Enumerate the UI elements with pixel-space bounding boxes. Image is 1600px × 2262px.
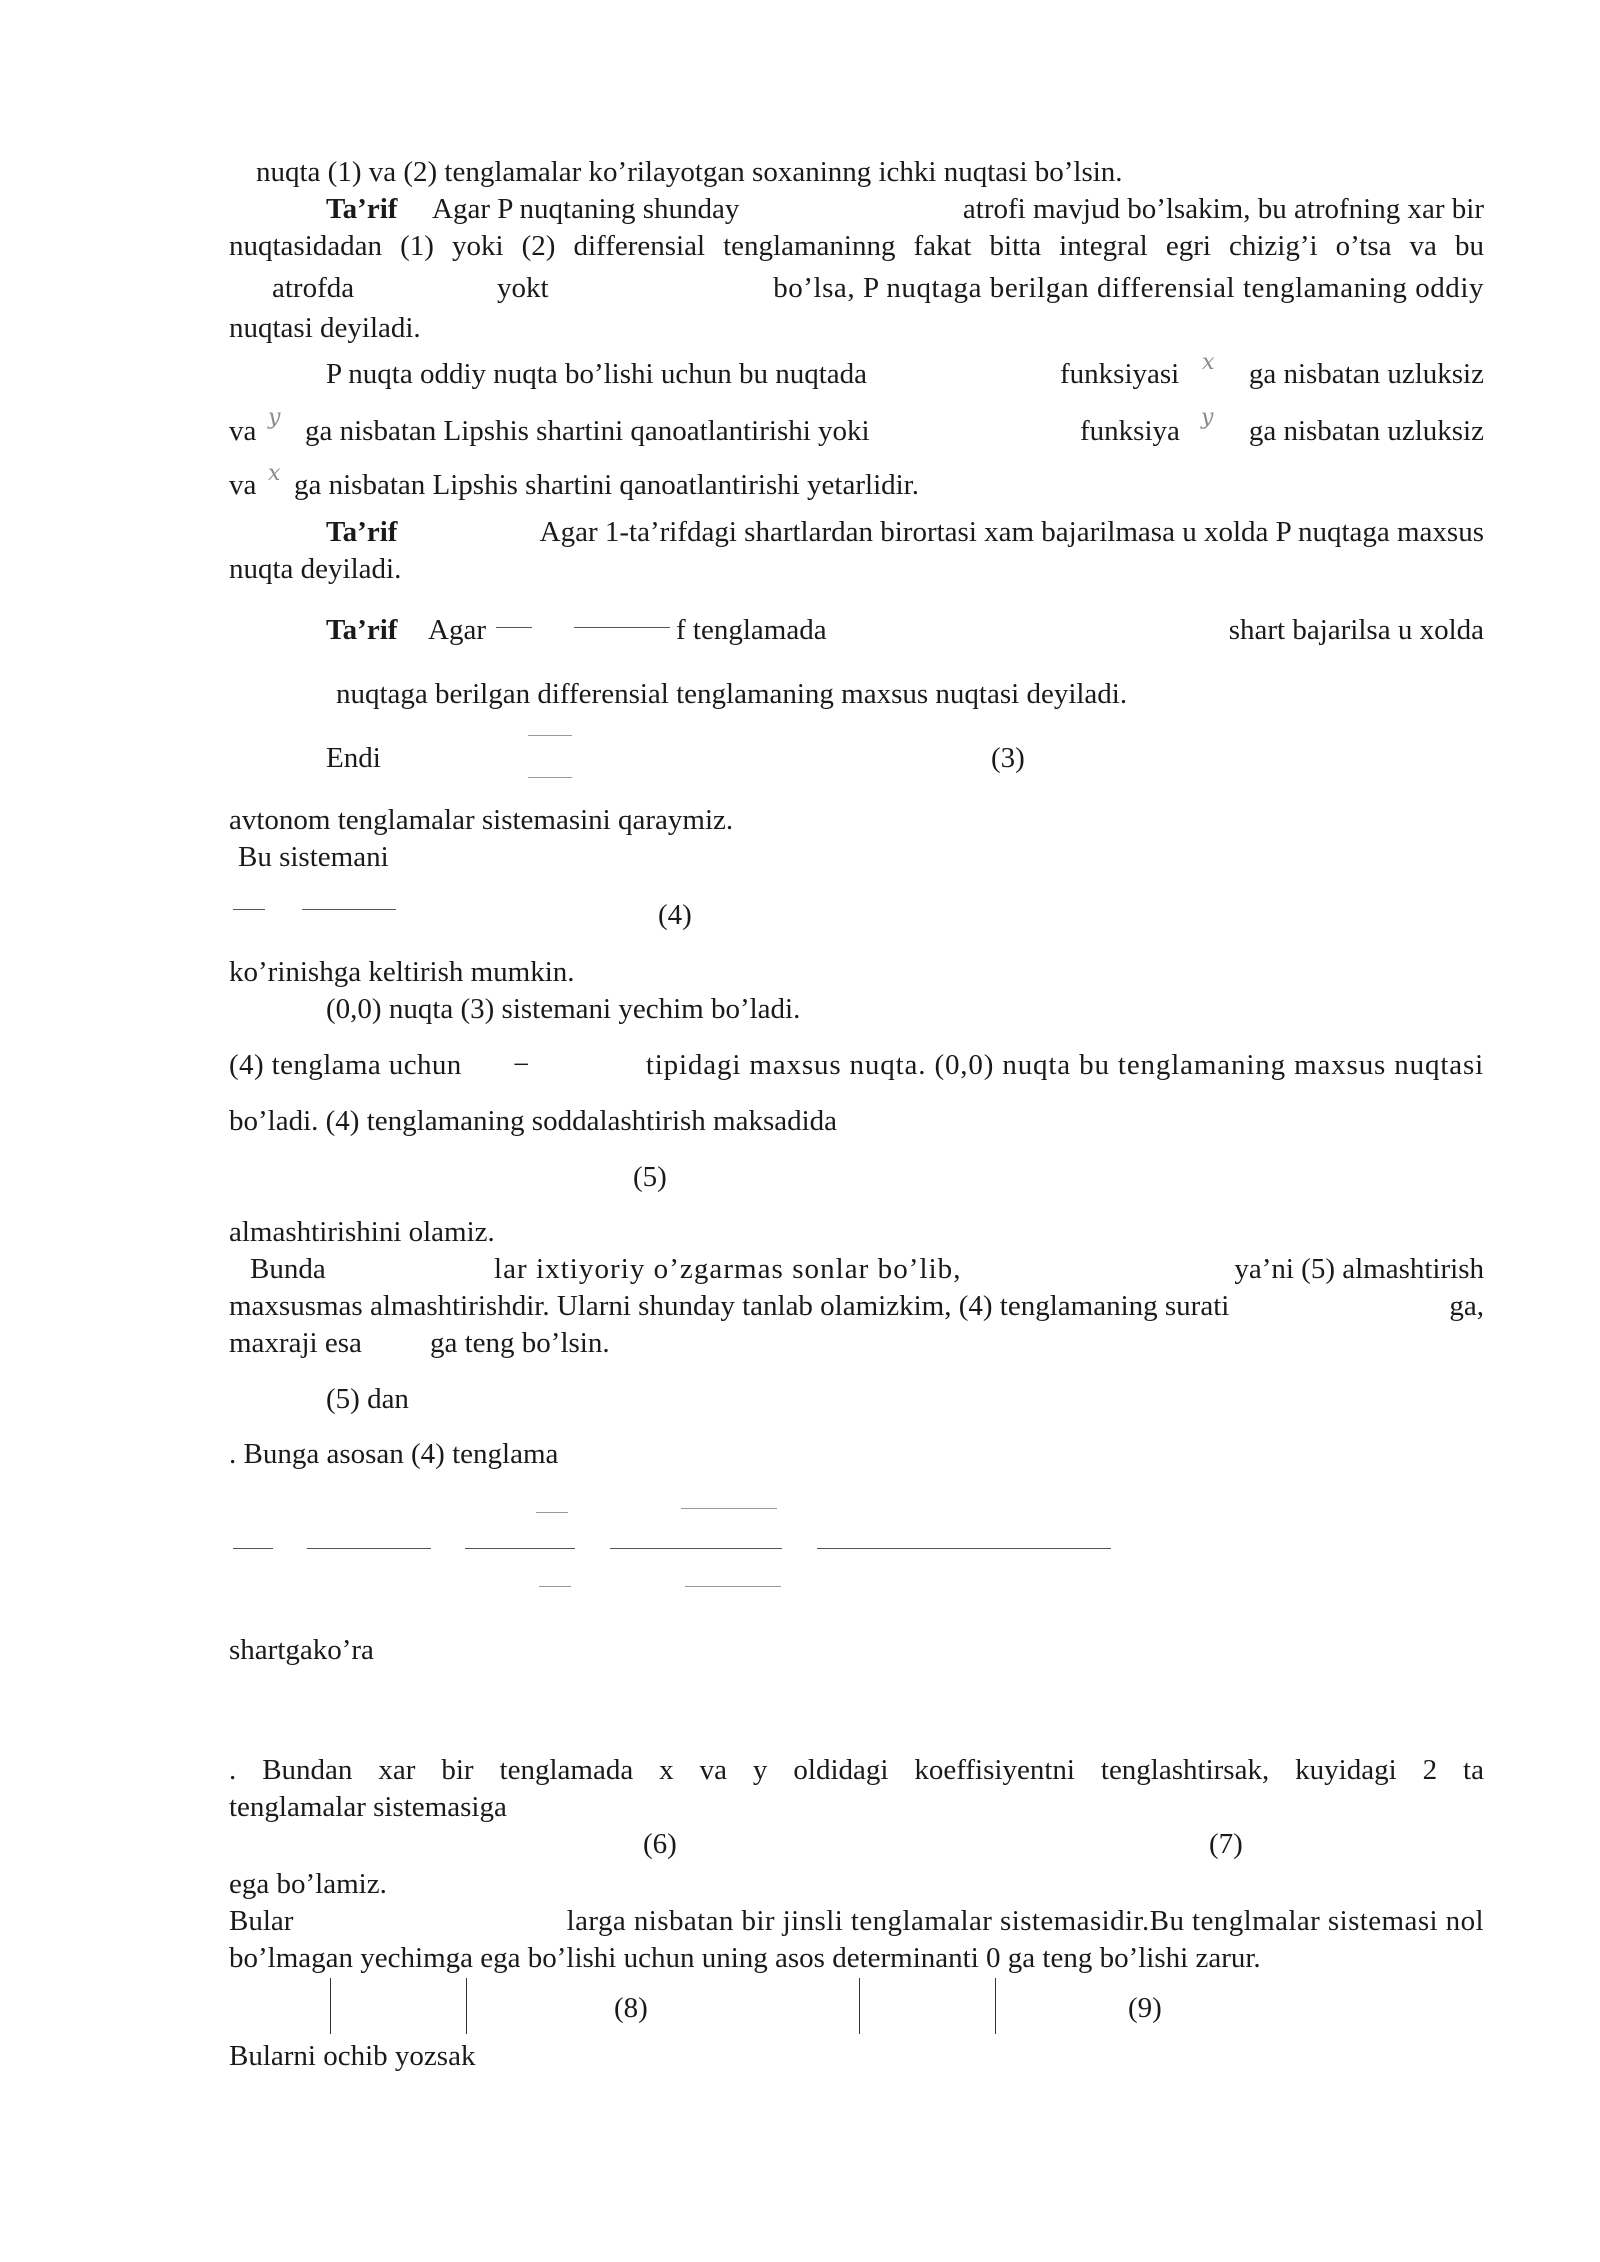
text-line: bo’ladi. (4) tenglamaning soddalashtirish maksadida [229,1105,838,1137]
text-segment: Endi [326,742,381,774]
equation-number: (6) [643,1828,677,1860]
fraction-bar [233,909,265,910]
definition-label: Ta’rif [326,614,398,646]
fraction-bar [302,909,396,910]
text-segment: P nuqta oddiy nuqta bo’lishi uchun bu nuqtada [326,358,868,390]
text-segment: va [229,415,257,447]
text-line: nuqtasidadan (1) yoki (2) differensial tenglamaninng fakat bitta integral egri chizig’i o’tsa va bu [229,230,1484,262]
text-line: shartgako’ra [229,1634,374,1666]
fraction-bar [539,1586,571,1587]
fraction-bar [528,777,572,778]
text-segment: (4) tenglama uchun [229,1049,462,1081]
text-segment: maxraji esa [229,1327,362,1359]
definition-label: Ta’rif [326,516,398,548]
text-segment: Agar 1-ta’rifdagi shartlardan birortasi xam bajarilmasa u xolda P nuqtaga maxsus [539,516,1484,548]
fraction-bar [528,735,572,736]
fraction-bar [496,627,532,628]
fraction-bar [685,1586,781,1587]
text-segment: larga nisbatan bir jinsli tenglamalar sistemasidir.Bu tenglmalar sistemasi nol [566,1905,1484,1937]
text-segment: ga, [1449,1290,1484,1322]
equation-number: (7) [1209,1828,1243,1860]
text-segment: ya’ni (5) almashtirish [1234,1253,1484,1285]
text-segment: ga nisbatan uzluksiz [1248,415,1484,447]
fraction-bar [574,627,670,628]
determinant-bar [466,1978,467,2034]
equation-number: (4) [658,899,692,931]
text-segment: yokt [497,272,549,304]
text-segment: − [513,1049,530,1081]
symbol-y: y [1201,405,1214,430]
fraction-bar [681,1508,777,1509]
text-line: . Bundan xar bir tenglamada x va y oldidagi koeffisiyentni tenglashtirsak, kuyidagi 2 ta [229,1754,1484,1786]
text-segment: Agar P nuqtaning shunday [432,193,740,225]
text-segment: tipidagi maxsus nuqta. (0,0) nuqta bu tenglamaning maxsus nuqtasi [645,1049,1484,1081]
fraction-bar [817,1548,1111,1549]
equation-number: (3) [991,742,1025,774]
fraction-bar [307,1548,431,1549]
symbol-x: x [1202,350,1215,375]
symbol-y: y [268,405,281,430]
text-segment: f tenglamada [676,614,827,646]
text-segment: ga nisbatan Lipshis shartini qanoatlantirishi yetarlidir. [294,469,919,501]
text-segment: ga nisbatan Lipshis shartini qanoatlantirishi yoki [305,415,870,447]
text-line: . Bunga asosan (4) tenglama [229,1438,559,1470]
text-line: Bularni ochib yozsak [229,2040,476,2072]
equation-number: (9) [1128,1992,1162,2024]
text-segment: funksiya [1080,415,1180,447]
symbol-x: x [268,461,281,486]
fraction-bar [610,1548,782,1549]
text-segment: Agar [428,614,486,646]
text-segment: atrofda [272,272,355,304]
text-line: nuqtasi deyiladi. [229,312,421,344]
equation-number: (5) [633,1161,667,1193]
text-segment: maxsusmas almashtirishdir. Ularni shunday tanlab olamizkim, (4) tenglamaning surati [229,1290,1230,1322]
text-segment: bo’lsa, P nuqtaga berilgan differensial tenglamaning oddiy [773,272,1484,304]
text-segment: funksiyasi [1060,358,1180,390]
fraction-bar [233,1548,273,1549]
text-line: ega bo’lamiz. [229,1868,387,1900]
determinant-bar [859,1978,860,2034]
text-segment: ga nisbatan uzluksiz [1248,358,1484,390]
text-line: nuqtaga berilgan differensial tenglamaning maxsus nuqtasi deyiladi. [336,678,1128,710]
text-line: nuqta (1) va (2) tenglamalar ko’rilayotgan soxaninng ichki nuqtasi bo’lsin. [256,156,1123,188]
text-line: nuqta deyiladi. [229,553,402,585]
text-line: tenglamalar sistemasiga [229,1791,507,1823]
text-line: bo’lmagan yechimga ega bo’lishi uchun uning asos determinanti 0 ga teng bo’lishi zarur. [229,1942,1261,1974]
text-line: (5) dan [326,1383,409,1415]
text-segment: va [229,469,257,501]
definition-label: Ta’rif [326,193,398,225]
fraction-bar [536,1512,568,1513]
text-line: ko’rinishga keltirish mumkin. [229,956,575,988]
text-segment: Bunda [250,1253,326,1285]
equation-number: (8) [614,1992,648,2024]
text-segment: shart bajarilsa u xolda [1228,614,1484,646]
fraction-bar [465,1548,575,1549]
text-line: avtonom tenglamalar sistemasini qaraymiz. [229,804,734,836]
determinant-bar [330,1978,331,2034]
text-segment: Bular [229,1905,294,1937]
text-line: (0,0) nuqta (3) sistemani yechim bo’ladi. [326,993,801,1025]
text-segment: ga teng bo’lsin. [430,1327,610,1359]
text-segment: atrofi mavjud bo’lsakim, bu atrofning xar bir [962,193,1484,225]
text-segment: lar ixtiyoriy o’zgarmas sonlar bo’lib, [494,1253,962,1285]
text-line: Bu sistemani [238,841,389,873]
determinant-bar [995,1978,996,2034]
text-line: almashtirishini olamiz. [229,1216,495,1248]
